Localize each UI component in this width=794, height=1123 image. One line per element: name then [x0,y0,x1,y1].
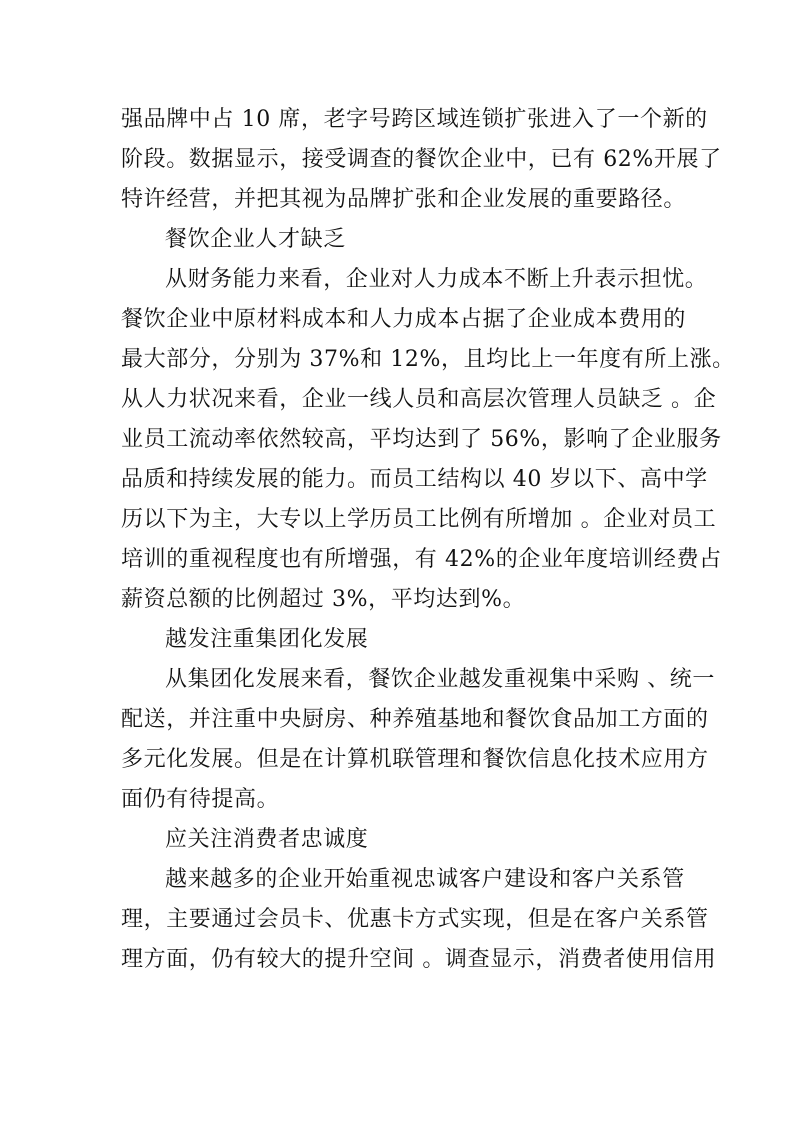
section-heading-consumer-loyalty: 应关注消费者忠诚度 [165,827,369,852]
text-line: 配送，并注重中央厨房、种养殖基地和餐饮食品加工方面的 [121,707,709,732]
text-line: 业员工流动率依然较高，平均达到了 56%，影响了企业服务 [121,427,722,452]
text-line: 多元化发展。但是在计算机联管理和餐饮信息化技术应用方 [121,747,709,772]
text-line: 特许经营，并把其视为品牌扩张和企业发展的重要路径。 [121,187,687,212]
text-line: 历以下为主，大专以上学历员工比例有所增加 。企业对员工 [121,507,717,532]
text-line: 最大部分，分别为 37%和 12%，且均比上一年度有所上涨。 [121,347,735,372]
text-line: 餐饮企业中原材料成本和人力成本占据了企业成本费用的 [121,307,687,332]
section-heading-talent-shortage: 餐饮企业人才缺乏 [165,227,346,252]
text-line: 强品牌中占 10 席，老字号跨区域连锁扩张进入了一个新的 [121,107,708,132]
text-line: 越来越多的企业开始重视忠诚客户建设和客户关系管 [165,867,685,892]
text-line: 品质和持续发展的能力。而员工结构以 40 岁以下、高中学 [121,467,708,492]
text-line: 阶段。数据显示，接受调查的餐饮企业中，已有 62%开展了 [121,147,722,172]
text-line: 理，主要通过会员卡、优惠卡方式实现，但是在客户关系管 [121,907,709,932]
text-line: 薪资总额的比例超过 3%，平均达到%。 [121,587,526,612]
text-line: 从集团化发展来看，餐饮企业越发重视集中采购 、统一 [165,667,715,692]
text-line: 培训的重视程度也有所增强，有 42%的企业年度培训经费占 [121,547,722,572]
document-body [121,100,735,980]
section-heading-group-development: 越发注重集团化发展 [165,627,369,652]
text-line: 面仍有待提高。 [121,787,280,812]
text-line: 从财务能力来看，企业对人力成本不断上升表示担忧。 [165,267,708,292]
text-line: 理方面，仍有较大的提升空间 。调查显示，消费者使用信用 [121,947,717,972]
text-line: 从人力状况来看，企业一线人员和高层次管理人员缺乏 。企 [121,387,717,412]
